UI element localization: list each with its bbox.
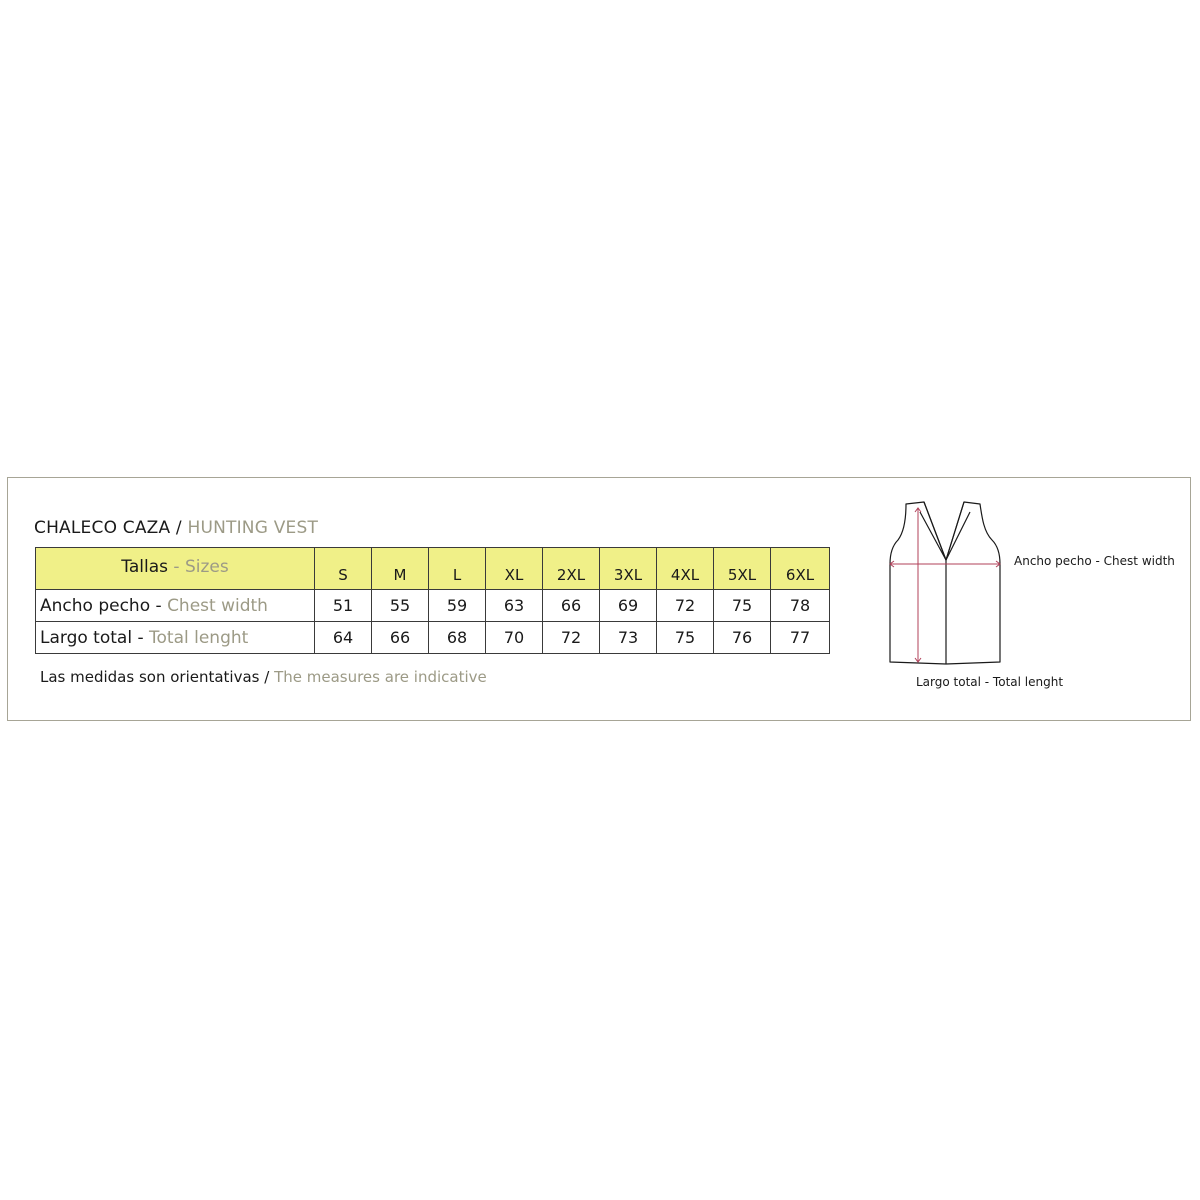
header-label-en: Sizes xyxy=(184,556,229,577)
chest-value-cell: 55 xyxy=(372,590,429,622)
table-row-length xyxy=(36,622,830,654)
size-header-cell: 4XL xyxy=(657,548,714,590)
chest-value-cell: 72 xyxy=(657,590,714,622)
row-label-length-en: Total lenght xyxy=(149,627,249,648)
header-label xyxy=(36,548,315,590)
vest-collar-inner xyxy=(920,512,970,560)
size-header-cell: M xyxy=(372,548,429,590)
length-value-cell: 66 xyxy=(372,622,429,654)
chest-value-cell: 51 xyxy=(315,590,372,622)
title-en: HUNTING VEST xyxy=(187,518,319,538)
chest-value-cell: 63 xyxy=(486,590,543,622)
size-header-cell: 2XL xyxy=(543,548,600,590)
chart-title xyxy=(34,518,318,538)
length-value-cell: 73 xyxy=(600,622,657,654)
table-header-row xyxy=(36,548,830,590)
length-value-cell: 72 xyxy=(543,622,600,654)
note-en: The measures are indicative xyxy=(274,668,487,686)
header-label-es: Tallas xyxy=(121,556,168,577)
size-header-cell: L xyxy=(429,548,486,590)
vest-diagram xyxy=(880,498,1010,670)
chest-value-cell: 66 xyxy=(543,590,600,622)
row-label-length-sep: - xyxy=(132,627,150,648)
size-header-cell: 6XL xyxy=(771,548,830,590)
header-label-sep: - xyxy=(168,556,185,577)
size-header-cell: 3XL xyxy=(600,548,657,590)
length-value-cell: 64 xyxy=(315,622,372,654)
chest-value-cell: 78 xyxy=(771,590,830,622)
size-header-cell: S xyxy=(315,548,372,590)
row-label-length-es: Largo total xyxy=(40,627,133,648)
size-header-cell: 5XL xyxy=(714,548,771,590)
size-table xyxy=(35,547,830,654)
row-label-chest-es: Ancho pecho xyxy=(40,595,151,616)
note-es: Las medidas son orientativas xyxy=(40,668,260,686)
vest-outline xyxy=(890,502,1000,664)
chest-width-label: Ancho pecho - Chest width xyxy=(1014,554,1175,568)
length-value-cell: 77 xyxy=(771,622,830,654)
title-es: CHALECO CAZA xyxy=(34,518,171,538)
chest-value-cell: 75 xyxy=(714,590,771,622)
disclaimer-note xyxy=(40,668,487,686)
note-separator: / xyxy=(259,668,275,686)
chest-value-cell: 59 xyxy=(429,590,486,622)
length-value-cell: 75 xyxy=(657,622,714,654)
size-header-cell: XL xyxy=(486,548,543,590)
chest-value-cell: 69 xyxy=(600,590,657,622)
table-row-chest xyxy=(36,590,830,622)
title-separator: / xyxy=(170,518,188,538)
row-label-chest-en: Chest width xyxy=(167,595,268,616)
row-label-length xyxy=(36,622,315,654)
total-length-label: Largo total - Total lenght xyxy=(916,675,1064,689)
length-value-cell: 70 xyxy=(486,622,543,654)
row-label-chest-sep: - xyxy=(150,595,168,616)
length-value-cell: 68 xyxy=(429,622,486,654)
row-label-chest xyxy=(36,590,315,622)
length-value-cell: 76 xyxy=(714,622,771,654)
